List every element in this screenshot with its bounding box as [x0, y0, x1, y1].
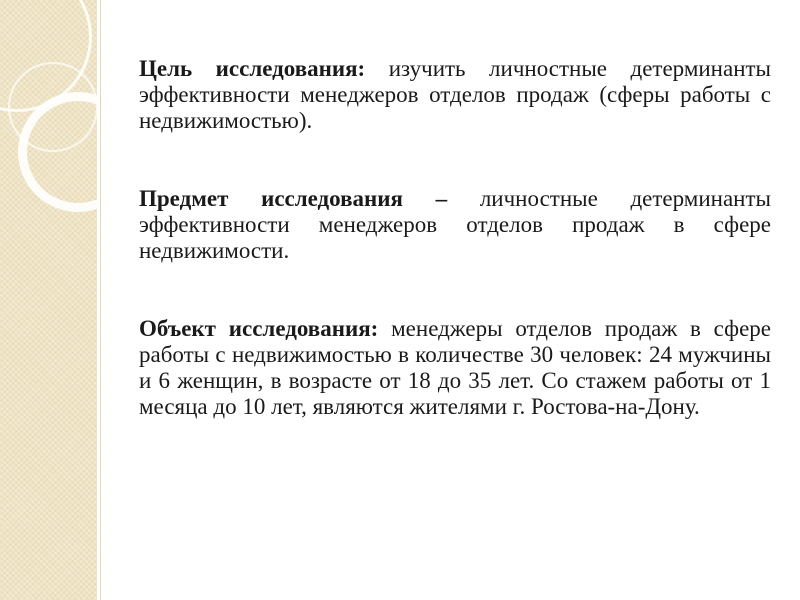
- research-goal-paragraph: [139, 56, 771, 134]
- decorative-ring-small: [18, 92, 138, 212]
- research-goal-text: изучить личностные детерминанты эффективности менеджеров отделов продаж (сферы работы с недвижимостью).: [139, 56, 772, 133]
- research-subject-text: личностные детерминанты эффективности менеджеров отделов продаж в сфере недвижимости.: [139, 186, 771, 263]
- research-goal-term: Цель исследования:: [139, 56, 366, 81]
- research-object-text: менеджеры отделов продаж в сфере работы с недвижимостью в количестве 30 человек: 24 мужчины и 6 женщин, в возрасте от 18 до 35 лет. Со стажем работы от 1 месяца до 10 лет, являются жителями г. Ростова-на-Дону.: [139, 316, 771, 419]
- decorative-side-band: [0, 0, 97, 600]
- research-subject-paragraph: [139, 186, 771, 264]
- research-object-term: Объект исследования:: [139, 316, 379, 341]
- research-object-paragraph: [139, 316, 771, 420]
- slide-content: [139, 56, 771, 420]
- band-edge-line: [100, 0, 101, 600]
- research-subject-term: Предмет исследования –: [139, 186, 448, 211]
